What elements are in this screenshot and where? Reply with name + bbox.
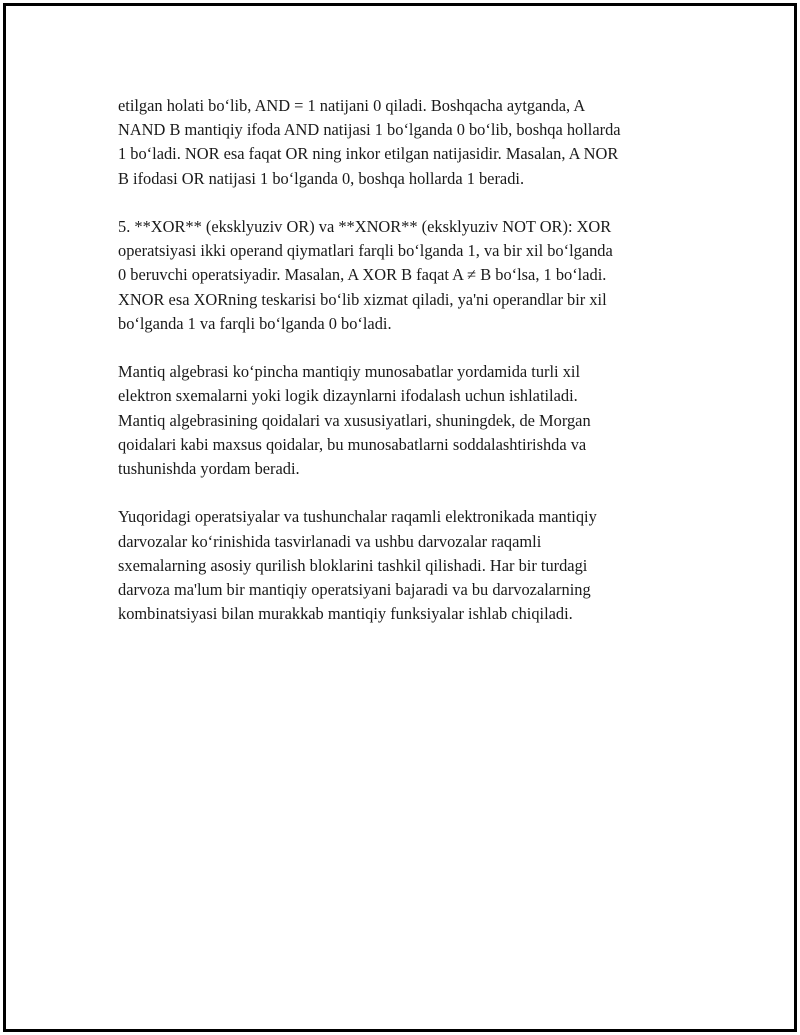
document-body: [118, 94, 693, 651]
paragraph-logic-gates: Yuqoridagi operatsiyalar va tushunchalar raqamli elektronikada mantiqiy darvozalar ko‘rinishida tasvirlanadi va ushbu darvozalar raqamli sxemalarning asosiy qurilish bloklarini tashkil qilishadi. Har bir turdagi darvoza ma'lum bir mantiqiy operatsiyani bajaradi va bu darvozalarning kombinatsiyasi bilan murakkab mantiqiy funksiyalar ishlab chiqiladi.: [118, 507, 597, 624]
paragraph-logic-algebra: Mantiq algebrasi ko‘pincha mantiqiy munosabatlar yordamida turli xil elektron sxemalarni yoki logik dizaynlarni ifodalash uchun ishlatiladi. Mantiq algebrasining qoidalari va xususiyatlari, shuningdek, de Morgan qoidalari kabi maxsus qoidalar, bu munosabatlarni soddalashtirishda va tushunishda yordam beradi.: [118, 362, 591, 479]
paragraph-nand-nor: etilgan holati bo‘lib, AND = 1 natijani 0 qiladi. Boshqacha aytganda, A NAND B mantiqiy ifoda AND natijasi 1 bo‘lganda 0 bo‘lib, boshqa hollarda 1 bo‘ladi. NOR esa faqat OR ning inkor etilgan natijasidir. Masalan, A NOR B ifodasi OR natijasi 1 bo‘lganda 0, boshqa hollarda 1 beradi.: [118, 96, 621, 188]
paragraph-xor-xnor: 5. **XOR** (eksklyuziv OR) va **XNOR** (eksklyuziv NOT OR): XOR operatsiyasi ikki operand qiymatlari farqli bo‘lganda 1, va bir xil bo‘lganda 0 beruvchi operatsiyadir. Masalan, A XOR B faqat A ≠ B bo‘lsa, 1 bo‘ladi. XNOR esa XORning teskarisi bo‘lib xizmat qiladi, ya'ni operandlar bir xil bo‘lganda 1 va farqli bo‘lganda 0 bo‘ladi.: [118, 217, 613, 333]
